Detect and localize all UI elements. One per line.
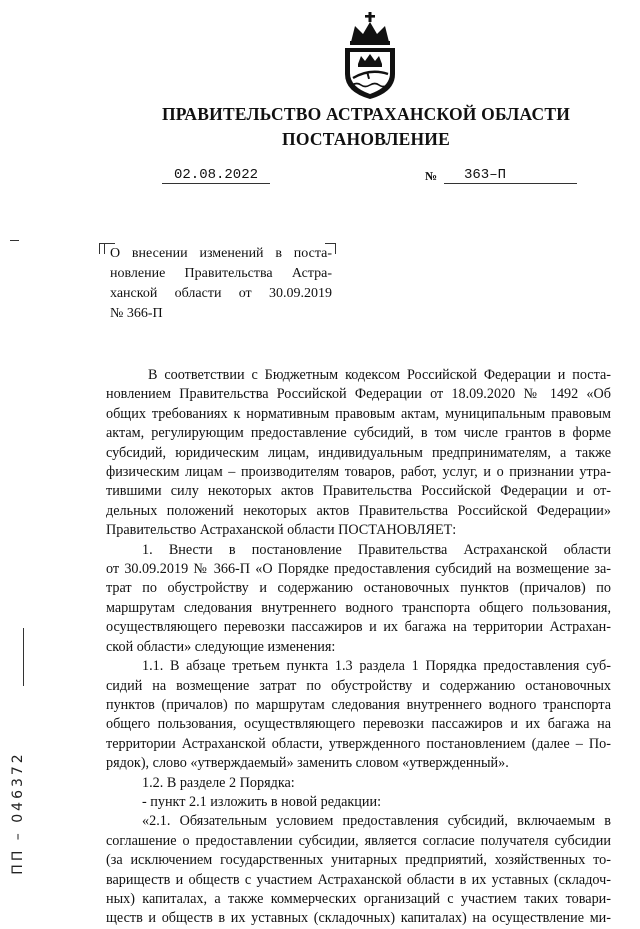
body-line: физическим лицам – производителям товаров, работ, услуг, и о признании утра- (106, 464, 611, 481)
subject-line: О внесении изменений в поста- (110, 246, 332, 261)
body-line: субсидий, юридическим лицам, индивидуальным предпринимателям, а также (106, 444, 611, 461)
body-line: Правительство Астраханской области ПОСТАНОВЛЯЕТ: (106, 522, 457, 539)
body-line: от 30.09.2019 № 366-П «О Порядке предоставления субсидий на возмещение за- (106, 561, 611, 578)
document-subject (110, 244, 332, 324)
number-sign: № (425, 169, 438, 183)
astrakhan-coat-of-arms-icon (339, 12, 401, 100)
margin-line (23, 628, 24, 686)
body-line: территории Астраханской области, утвержденного постановлением (далее – По- (106, 735, 611, 752)
body-line: пунктов (причалов) по маршрутам следования внутреннего водного транспорта (106, 696, 611, 713)
body-line: (за исключением государственных унитарных предприятий, хозяйственных то- (106, 852, 611, 869)
document-type-title: ПОСТАНОВЛЕНИЕ (282, 129, 450, 149)
body-line: ской области» следующие изменения: (106, 638, 336, 655)
document-body (106, 366, 611, 929)
body-line: актам, регулирующим предоставление субсидий, в том числе грантов в форме (106, 425, 611, 442)
body-line: рядок), слово «утверждаемый» заменить словом «утвержденный». (106, 755, 509, 772)
body-line: общего пользования, осуществляющего перевозки пассажиров и их багажа на (106, 716, 611, 733)
body-line: В соответствии с Бюджетным кодексом Российской Федерации и поста- (148, 367, 611, 383)
body-line: тившими силу некоторых актов Правительства Российской Федерации и от- (106, 483, 611, 500)
body-line: ных) капиталах, а также коммерческих организаций с участием таких товари- (106, 890, 611, 907)
serial-text: ПП – 046372 (10, 751, 26, 875)
body-line: трат по обустройству и содержанию остановочных пунктов (причалов) по (106, 580, 611, 597)
subject-line: новление Правительства Астра- (110, 266, 332, 281)
body-line: - пункт 2.1 изложить в новой редакции: (142, 793, 382, 810)
document-number: 363–П (444, 167, 577, 184)
body-line: вариществ и обществ с участием Астраханской области в их уставных (складоч- (106, 871, 611, 888)
body-line: соглашение о предоставлении субсидии, является согласие получателя субсидии (106, 832, 611, 849)
body-line: осуществляющего перевозки пассажиров и их багажа на территории Астрахан- (106, 619, 611, 636)
form-serial-number (6, 733, 30, 893)
body-line: дельных положений некоторых актов Правительства Российской Федерации» (106, 502, 611, 519)
body-line: ществ и обществ в их уставных (складочных) капиталах) на осуществление ми- (106, 910, 611, 927)
document-date: 02.08.2022 (162, 167, 270, 184)
subject-line: ханской области от 30.09.2019 (110, 286, 332, 301)
body-line: маршрутам следования внутреннего водного транспорта общего пользования, (106, 599, 611, 616)
body-line: новлением Правительства Российской Федерации от 18.09.2020 № 1492 «Об (106, 386, 611, 403)
body-line: «2.1. Обязательным условием предоставления субсидий, включаемым в (142, 813, 611, 830)
government-title: ПРАВИТЕЛЬСТВО АСТРАХАНСКОЙ ОБЛАСТИ (161, 104, 571, 124)
body-line: 1.1. В абзаце третьем пункта 1.3 раздела 1 Порядка предоставления суб- (142, 658, 611, 675)
body-line: 1.2. В разделе 2 Порядка: (142, 774, 295, 791)
subject-line: № 366-П (110, 306, 163, 321)
body-line: 1. Внести в постановление Правительства Астраханской области (142, 541, 611, 558)
margin-dash (10, 240, 19, 241)
body-line: сидий на возмещение затрат по обустройству и содержанию остановочных (106, 677, 611, 694)
body-line: общих требованиях к нормативным правовым актам, муниципальным правовым (106, 405, 611, 422)
